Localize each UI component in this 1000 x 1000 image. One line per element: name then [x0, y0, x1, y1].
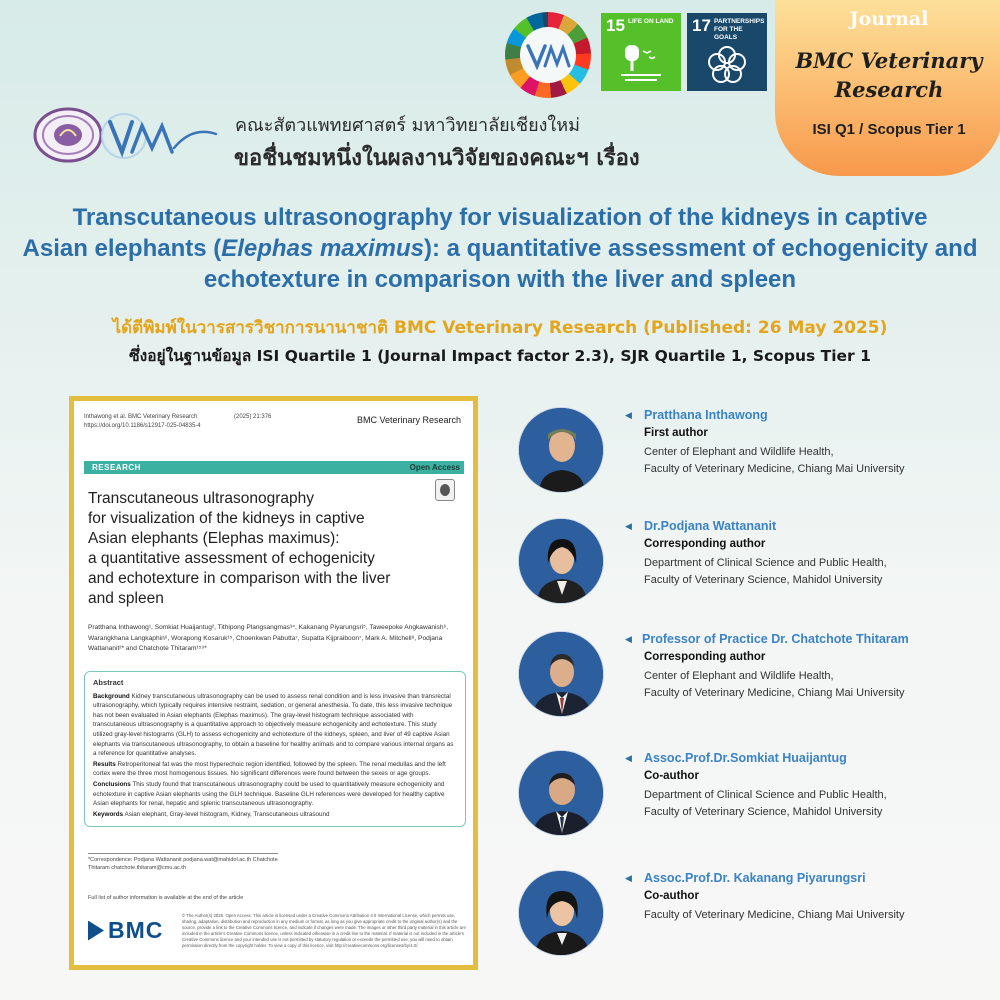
journal-label: Journal: [849, 8, 929, 30]
author-name: Assoc.Prof.Dr.Somkiat Huaijantug: [644, 751, 847, 765]
sdg-number: 15: [606, 16, 625, 35]
indexing-line: ซึ่งอยู่ในฐานข้อมูล ISI Quartile 1 (Journal Impact factor 2.3), SJR Quartile 1, Scopus Tier 1: [129, 347, 871, 365]
affiliation-line: Faculty of Veterinary Medicine, Chiang Mai University: [644, 687, 905, 699]
abstract-results: [93, 760, 457, 779]
article-abstract: [84, 671, 466, 827]
license-text: © The Author(s) 2025. Open Access. This article is licensed under a Creative Commons Attribution 4.0 International License, which permits use, sharing, adaptation, distribution and reproduction in any medium or format, as long as you give appropriate credit to the original author(s) and the source, provide a link to the Creative Commons licence, and indicate if changes were made. The images or other third party material in this article are included in the article's Creative Commons licence, unless indicated otherwise in a credit line to the material. If material is not included in the article's Creative Commons licence and your intended use is not permitted by statutory regulation or exceeds the permitted use, you will need to obtain permission directly from the copyright holder. To view a copy of this licence, visit http://creativecommons.org/licenses/by/4.0/.: [182, 913, 466, 948]
person-avatar-icon: [519, 751, 604, 836]
author-photo: [518, 407, 604, 493]
article-title-line: a quantitative assessment of echogenicity: [88, 550, 375, 567]
author-card: [518, 870, 988, 980]
university-seal-logo: [32, 106, 104, 164]
author-photo: [518, 518, 604, 604]
affiliation-line: Center of Elephant and Wildlife Health,: [644, 446, 834, 458]
title-text: Asian elephants (: [22, 235, 222, 262]
pointer-icon: ◀: [625, 411, 632, 421]
article-title-line: and spleen: [88, 590, 164, 607]
species-name: Elephas maximus: [221, 235, 424, 262]
author-card: [518, 750, 988, 860]
paper-title-line2: [10, 233, 990, 264]
author-name: Assoc.Prof.Dr. Kakanang Piyarungsri: [644, 871, 866, 885]
tree-icon: [619, 43, 663, 87]
journal-name-line2: Research: [834, 77, 944, 102]
author-role: Corresponding author: [644, 651, 766, 663]
article-title-line: Asian elephants (Elephas maximus):: [88, 530, 340, 547]
journal-name-line1: BMC Veterinary: [795, 48, 983, 73]
paper-title-line3: echotexture in comparison with the liver and spleen: [203, 266, 797, 293]
check-for-updates-icon: [435, 479, 455, 501]
bmc-logo-text: BMC: [108, 917, 164, 943]
author-role: First author: [644, 427, 708, 439]
pointer-icon: ◀: [625, 522, 632, 532]
open-access-label: Open Access: [409, 462, 460, 472]
abstract-label: Conclusions: [93, 780, 131, 788]
article-section-bar: [84, 461, 464, 474]
author-photo: [518, 631, 604, 717]
sdg-label: LIFE ON LAND: [628, 18, 674, 25]
article-title-line: and echotexture in comparison with the liver: [88, 570, 391, 587]
abstract-keywords: [93, 810, 457, 820]
author-affiliation: [644, 907, 904, 924]
journal-name: [775, 46, 1000, 104]
affiliation-line: Faculty of Veterinary Science, Mahidol University: [644, 806, 883, 818]
author-card: [518, 407, 988, 517]
article-title: [88, 489, 428, 609]
person-avatar-icon: [519, 519, 604, 604]
faculty-name: คณะสัตวแพทยศาสตร์ มหาวิทยาลัยเชียงใหม่: [235, 115, 580, 136]
publication-line: ได้ตีพิมพ์ในวารสารวิชาการนานาชาติ BMC Veterinary Research (Published: 26 May 2025): [112, 318, 888, 338]
bmc-logo: [88, 917, 163, 944]
article-first-page: [69, 396, 478, 970]
citation-pages: (2025) 21:376: [234, 414, 272, 420]
sdg-17-badge: [687, 13, 767, 91]
pointer-icon: ◀: [625, 635, 632, 645]
abstract-text: This study found that transcutaneous ultrasonography could be used to quantitatively measure echogenicity and echotexture in captive Asian elephants using the GLH technique. Baseline GLH references were developed for healthy captive Asian elephants for renal, hepatic and splenic transcutaneous ultrasonography.: [93, 780, 445, 808]
author-role: Co-author: [644, 770, 699, 782]
sdg-number: 17: [692, 16, 711, 35]
section-label: RESEARCH: [92, 463, 141, 472]
abstract-label: Results: [93, 760, 116, 768]
vm-logo-icon: [525, 40, 571, 70]
author-photo: [518, 750, 604, 836]
author-affiliation: [644, 668, 904, 702]
author-name: Professor of Practice Dr. Chatchote Thitaram: [642, 632, 909, 646]
title-text: ): a quantitative assessment of echogenicity and: [424, 235, 978, 262]
abstract-label: Background: [93, 692, 130, 700]
pointer-icon: ◀: [625, 754, 632, 764]
author-affiliation: [644, 444, 904, 478]
paper-title: [10, 202, 990, 295]
journal-rank: ISI Q1 / Scopus Tier 1: [812, 121, 966, 138]
affiliation-line: Center of Elephant and Wildlife Health,: [644, 670, 834, 682]
vm-faculty-logo: [100, 108, 220, 164]
article-journal-name: BMC Veterinary Research: [356, 415, 461, 425]
author-affiliation: [644, 787, 887, 821]
author-role: Co-author: [644, 890, 699, 902]
author-affiliation: [644, 555, 887, 589]
article-title-line: Transcutaneous ultrasonography: [88, 490, 315, 507]
person-avatar-icon: [519, 632, 604, 717]
article-title-line: for visualization of the kidneys in captive: [88, 510, 365, 527]
article-citation: [84, 413, 284, 431]
flower-partnership-icon: [705, 43, 749, 87]
congratulation-line: ขอชื่นชมหนึ่งในผลงานวิจัยของคณะฯ เรื่อง: [234, 146, 640, 171]
author-name: Pratthana Inthawong: [644, 408, 768, 422]
abstract-text: Asian elephant, Gray-level histogram, Kidney, Transcutaneous ultrasound: [124, 810, 330, 818]
abstract-text: Retroperitoneal fat was the most hyperechoic region identified, followed by the spleen. The renal medullas and the left cortex were the three most homogenous tissues. No significant differences were found between the sexes or age groups.: [93, 760, 446, 778]
sdg-label: PARTNERSHIPS FOR THE GOALS: [714, 18, 765, 41]
affiliation-line: Faculty of Veterinary Science, Mahidol University: [644, 574, 883, 586]
pointer-icon: ◀: [625, 874, 632, 884]
citation-text: Inthawong et al. BMC Veterinary Research: [84, 414, 198, 420]
person-avatar-icon: [519, 871, 604, 956]
correspondence: *Correspondence: Podjana Wattananit podjana.wat@mahidol.ac.th Chatchote Thitaram chatchote.thitaram@cmu.ac.th: [88, 853, 278, 872]
abstract-text: Kidney transcutaneous ultrasonography can be used to assess renal condition and is less invasive than transrectal ultrasonography, which typically requires intensive restraint, sedation, or general anesthesia. To date, this less invasive technique has not been evaluated in Asian elephants (Elephas maximus). The gray-level histogram technique associated with transcutaneous ultrasonography is a quantitative approach to objectively measure echogenicity and echotexture. This study utilized gray-level histograms (GLH) to assess echogenicity and echotexture of the kidneys, spleen, and liver of 49 captive Asian elephants via transcutaneous ultrasonography, to obtain a baseline for healthy animals and to compare various internal organs as a reference for quantitative analyses.: [93, 692, 454, 758]
author-role: Corresponding author: [644, 538, 766, 550]
faculty-sdg-wheel-logo: [505, 12, 591, 98]
author-card: [518, 631, 988, 741]
author-photo: [518, 870, 604, 956]
paper-title-line1: Transcutaneous ultrasonography for visualization of the kidneys in captive: [72, 204, 928, 231]
affiliation-line: Faculty of Veterinary Medicine, Chiang Mai University: [644, 909, 905, 921]
author-info-note: Full list of author information is available at the end of the article: [88, 895, 244, 901]
person-avatar-icon: [519, 408, 604, 493]
affiliation-line: Faculty of Veterinary Medicine, Chiang Mai University: [644, 463, 905, 475]
author-card: [518, 518, 988, 628]
abstract-heading: Abstract: [93, 678, 124, 687]
article-authors: Pratthana Inthawong¹, Somkiat Huaijantug², Tithipong Plangsangmas³⁴, Kakanang Piyarungsri⁵, Taweepoke Angkawanish⁶, Warangkhana Langkaphin⁶, Worapong Kosaruk¹⁵, Choenkwan Pabutta⁷, Supatta Kijpraiboon⁷, Mark A. Mitchell⁸, Podjana Wattananit²* and Chatchote Thitaram¹⁵⁹*: [88, 624, 449, 652]
abstract-background: [93, 692, 457, 759]
bmc-mark-icon: [88, 921, 104, 941]
author-name: Dr.Podjana Wattananit: [644, 519, 777, 533]
abstract-conclusions: [93, 780, 457, 809]
doi-link: https://doi.org/10.1186/s12917-025-04835-4: [84, 423, 201, 429]
journal-badge: [775, 0, 1000, 176]
abstract-label: Keywords: [93, 810, 124, 818]
sdg-15-badge: [601, 13, 681, 91]
affiliation-line: Department of Clinical Science and Public Health,: [644, 557, 887, 569]
affiliation-line: Department of Clinical Science and Public Health,: [644, 789, 887, 801]
